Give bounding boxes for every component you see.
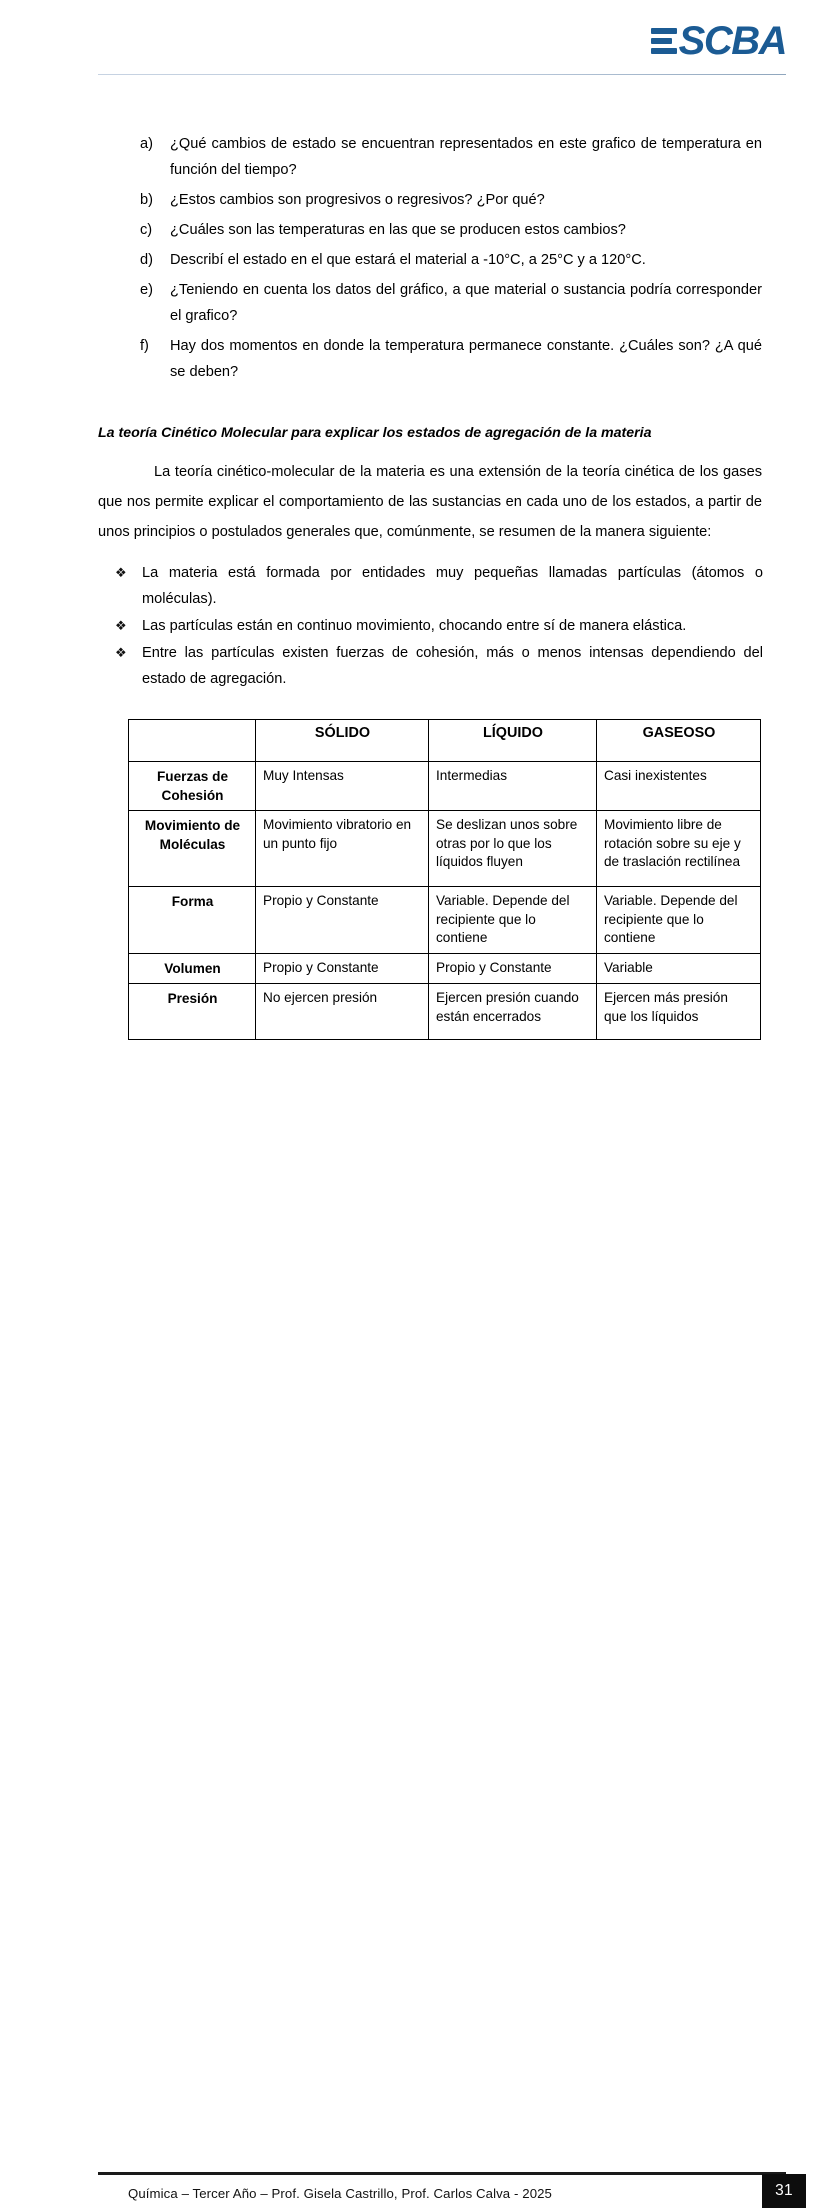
document-header — [0, 0, 828, 88]
question-marker: b) — [140, 192, 153, 208]
cell-movimiento-gaseoso: Movimiento libre de rotación sobre su eje y de traslación rectilínea — [597, 811, 761, 887]
table-header-blank — [129, 720, 256, 762]
table-header-gaseoso: GASEOSO — [597, 720, 761, 762]
cell-fuerzas-gaseoso: Casi inexistentes — [597, 762, 761, 811]
postulate-text: Las partículas están en continuo movimiento, chocando entre sí de manera elástica. — [142, 618, 687, 634]
table-header-liquido: LÍQUIDO — [429, 720, 597, 762]
cell-presion-gaseoso: Ejercen más presión que los líquidos — [597, 984, 761, 1040]
table-row — [129, 762, 761, 811]
question-item-f — [140, 333, 762, 385]
postulate-text: La materia está formada por entidades muy pequeñas llamadas partículas (átomos o moléculas). — [142, 565, 763, 607]
question-item-d — [140, 247, 762, 273]
question-text: ¿Cuáles son las temperaturas en las que se producen estos cambios? — [170, 222, 626, 238]
question-marker: d) — [140, 252, 153, 268]
row-label-forma: Forma — [129, 887, 256, 954]
table-body — [129, 762, 761, 1040]
question-item-a — [140, 131, 762, 183]
header-divider — [98, 74, 786, 75]
question-list — [140, 131, 762, 389]
question-text: Describí el estado en el que estará el material a -10°C, a 25°C y a 120°C. — [170, 252, 646, 268]
table-header — [129, 720, 761, 762]
cell-forma-solido: Propio y Constante — [256, 887, 429, 954]
postulate-list — [115, 560, 763, 693]
table-row — [129, 811, 761, 887]
cell-fuerzas-liquido: Intermedias — [429, 762, 597, 811]
page-number-badge: 31 — [762, 2174, 806, 2208]
row-label-presion: Presión — [129, 984, 256, 1040]
question-marker: e) — [140, 282, 153, 298]
states-of-matter-table-wrapper — [128, 719, 760, 1040]
section-paragraph: La teoría cinético-molecular de la materia es una extensión de la teoría cinética de los gases que nos permite explicar el comportamiento de las sustancias en cada uno de los estados, a partir de unos principios o postulados generales que, comúnmente, se resumen de la manera siguiente: — [98, 464, 762, 540]
postulate-item — [115, 640, 763, 692]
question-text: ¿Estos cambios son progresivos o regresivos? ¿Por qué? — [170, 192, 545, 208]
table-row — [129, 953, 761, 984]
table-row — [129, 984, 761, 1040]
escba-logo — [651, 19, 786, 63]
escba-e-bars-icon — [651, 28, 677, 54]
cell-forma-liquido: Variable. Depende del recipiente que lo contiene — [429, 887, 597, 954]
cell-presion-solido: No ejercen presión — [256, 984, 429, 1040]
diamond-bullet-icon: ❖ — [115, 618, 127, 633]
question-text: ¿Teniendo en cuenta los datos del gráfico, a que material o sustancia podría corresponder el grafico? — [170, 282, 762, 324]
cell-movimiento-solido: Movimiento vibratorio en un punto fijo — [256, 811, 429, 887]
footer-divider — [98, 2172, 786, 2175]
states-of-matter-table — [128, 719, 761, 1040]
row-label-fuerzas-de-cohesion: Fuerzas de Cohesión — [129, 762, 256, 811]
diamond-bullet-icon: ❖ — [115, 645, 127, 660]
cell-presion-liquido: Ejercen presión cuando están encerrados — [429, 984, 597, 1040]
table-header-solido: SÓLIDO — [256, 720, 429, 762]
postulate-item — [115, 613, 763, 639]
row-label-volumen: Volumen — [129, 953, 256, 984]
section-heading: La teoría Cinético Molecular para explicar los estados de agregación de la materia — [98, 425, 652, 441]
postulate-item — [115, 560, 763, 612]
cell-volumen-gaseoso: Variable — [597, 953, 761, 984]
escba-logo-text: SCBA — [678, 19, 786, 63]
footer-caption: Química – Tercer Año – Prof. Gisela Castrillo, Prof. Carlos Calva - 2025 — [128, 2186, 552, 2201]
question-marker: a) — [140, 136, 153, 152]
row-label-movimiento-de-moleculas: Movimiento de Moléculas — [129, 811, 256, 887]
question-item-e — [140, 277, 762, 329]
document-footer — [0, 1081, 828, 2201]
cell-fuerzas-solido: Muy Intensas — [256, 762, 429, 811]
cell-volumen-solido: Propio y Constante — [256, 953, 429, 984]
postulate-text: Entre las partículas existen fuerzas de cohesión, más o menos intensas dependiendo del estado de agregación. — [142, 645, 763, 687]
cell-volumen-liquido: Propio y Constante — [429, 953, 597, 984]
diamond-bullet-icon: ❖ — [115, 565, 127, 580]
cell-forma-gaseoso: Variable. Depende del recipiente que lo contiene — [597, 887, 761, 954]
table-row — [129, 887, 761, 954]
question-marker: c) — [140, 222, 153, 238]
cell-movimiento-liquido: Se deslizan unos sobre otras por lo que los líquidos fluyen — [429, 811, 597, 887]
table-header-row — [129, 720, 761, 762]
question-text: Hay dos momentos en donde la temperatura permanece constante. ¿Cuáles son? ¿A qué se deben? — [170, 338, 762, 380]
question-item-b — [140, 187, 762, 213]
question-text: ¿Qué cambios de estado se encuentran representados en este grafico de temperatura en función del tiempo? — [170, 136, 762, 178]
question-marker: f) — [140, 338, 149, 354]
question-item-c — [140, 217, 762, 243]
